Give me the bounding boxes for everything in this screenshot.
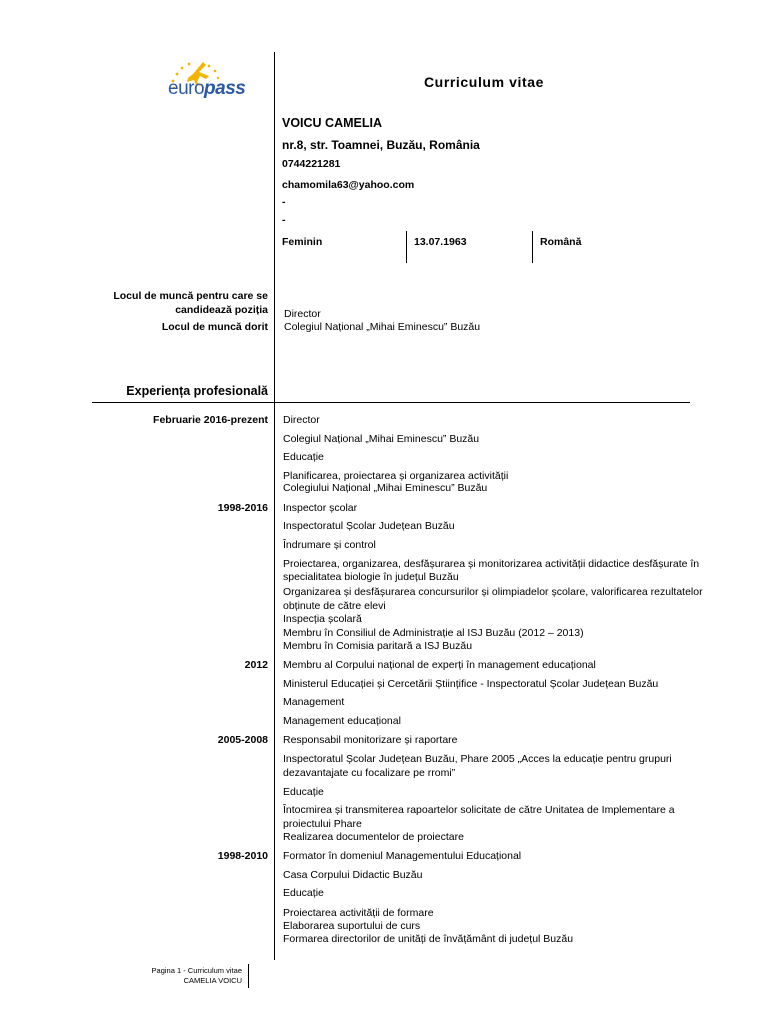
entry-line: Formarea directorilor de unități de învățământ di județul Buzău bbox=[283, 933, 574, 945]
footer-divider bbox=[248, 964, 249, 988]
entry-line: Director bbox=[283, 414, 320, 426]
birthdate: 13.07.1963 bbox=[414, 236, 467, 248]
person-name: VOICU CAMELIA bbox=[282, 116, 382, 130]
gender: Feminin bbox=[282, 236, 323, 248]
empty-field-1: - bbox=[282, 196, 286, 208]
entry-line: Planificarea, proiectarea și organizarea activității bbox=[283, 470, 509, 482]
entry-line: Elaborarea suportului de curs bbox=[283, 920, 421, 932]
entry-line: Inspectoratul Școlar Județean Buzău bbox=[283, 520, 455, 532]
position-label-3: Locul de muncă dorit bbox=[161, 321, 268, 333]
entry-line: Proiectarea activității de formare bbox=[283, 907, 434, 919]
entry-line: Membru în Consiliul de Administrație al ISJ Buzău (2012 – 2013) bbox=[283, 627, 584, 639]
empty-field-2: - bbox=[282, 214, 286, 226]
entry-line: obținute de către elevi bbox=[283, 600, 386, 612]
address: nr.8, str. Toamnei, Buzău, România bbox=[282, 138, 480, 152]
nationality: Română bbox=[540, 236, 582, 248]
position-label-1: Locul de muncă pentru care se bbox=[113, 290, 268, 302]
entry-line: Inspecția școlară bbox=[283, 613, 362, 625]
entry-date: Februarie 2016-prezent bbox=[153, 414, 268, 426]
entry-line: Colegiului Național „Mihai Eminescu” Buzău bbox=[283, 482, 488, 494]
position-value-2: Colegiul Național „Mihai Eminescu” Buzău bbox=[284, 321, 481, 333]
entry-date: 1998-2016 bbox=[217, 502, 268, 514]
entry-line: Colegiul Național „Mihai Eminescu” Buzău bbox=[283, 433, 480, 445]
entry-line: Educație bbox=[283, 887, 324, 899]
entry-line: Management educațional bbox=[283, 715, 401, 727]
entry-line: Membru în Comisia paritară a ISJ Buzău bbox=[283, 640, 473, 652]
section-heading-experience: Experiența profesională bbox=[126, 384, 268, 398]
entry-line: Proiectarea, organizarea, desfășurarea și monitorizarea activității didactice desfășurate în bbox=[283, 558, 700, 570]
entry-date: 1998-2010 bbox=[217, 850, 268, 862]
entry-line: Inspector școlar bbox=[283, 502, 358, 514]
entry-date: 2012 bbox=[244, 659, 268, 671]
column-divider bbox=[274, 52, 275, 960]
entry-line: Responsabil monitorizare și raportare bbox=[283, 734, 458, 746]
phone: 0744221281 bbox=[282, 158, 341, 170]
position-label-2: candidează poziția bbox=[175, 304, 268, 316]
cell-divider-1 bbox=[406, 231, 407, 263]
footer-name: CAMELIA VOICU bbox=[183, 976, 242, 985]
entry-line: specialitatea biologie în județul Buzău bbox=[283, 571, 459, 583]
cell-divider-2 bbox=[532, 231, 533, 263]
entry-line: Realizarea documentelor de proiectare bbox=[283, 831, 464, 843]
entry-line: Formator în domeniul Managementului Educațional bbox=[283, 850, 522, 862]
entry-line: Educație bbox=[283, 786, 324, 798]
footer-page-label: Pagina 1 - Curriculum vitae bbox=[151, 966, 242, 975]
entry-line: Educație bbox=[283, 451, 324, 463]
entry-line: proiectului Phare bbox=[283, 818, 362, 830]
entry-line: Îndrumare și control bbox=[283, 539, 376, 551]
position-value-1: Director bbox=[284, 308, 321, 320]
section-rule bbox=[92, 402, 690, 403]
entry-line: dezavantajate cu focalizare pe rromi” bbox=[283, 767, 456, 779]
entry-line: Organizarea și desfășurarea concursurilor și olimpiadelor școlare, valorificarea rezultatelor bbox=[283, 586, 703, 598]
entry-date: 2005-2008 bbox=[217, 734, 268, 746]
entry-line: Management bbox=[283, 696, 345, 708]
entry-line: Membru al Corpului național de experți în management educațional bbox=[283, 659, 596, 671]
logo-wordmark: europass bbox=[168, 78, 246, 99]
entry-line: Întocmirea și transmiterea rapoartelor solicitate de către Unitatea de Implementare a bbox=[283, 804, 675, 816]
entry-line: Inspectoratul Școlar Județean Buzău, Phare 2005 „Acces la educație pentru grupuri bbox=[283, 753, 672, 765]
email: chamomila63@yahoo.com bbox=[282, 179, 415, 191]
entry-line: Ministerul Educației și Cercetării Științifice - Inspectoratul Școlar Județean Buzău bbox=[283, 678, 659, 690]
page-footer bbox=[152, 966, 242, 986]
europass-logo bbox=[165, 60, 255, 104]
entry-line: Casa Corpului Didactic Buzău bbox=[283, 869, 423, 881]
document-title: Curriculum vitae bbox=[423, 74, 545, 90]
